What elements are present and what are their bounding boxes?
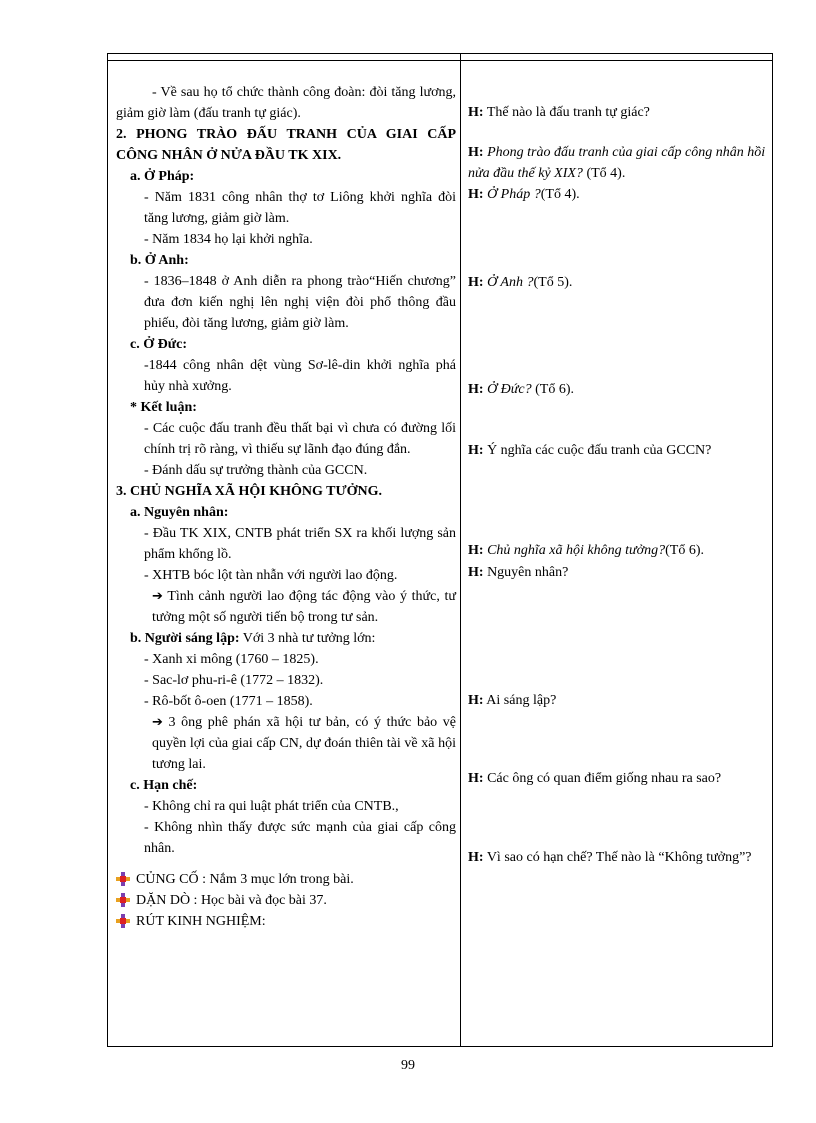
heading-phap: a. Ở Pháp: <box>130 169 195 184</box>
question-prefix: H: <box>468 771 484 786</box>
question-prefix: H: <box>468 382 484 397</box>
cross-bullet-icon <box>116 872 130 886</box>
content-column <box>116 82 456 932</box>
page-number: 99 <box>401 1058 415 1073</box>
question-9-text: Ai sáng lập? <box>486 693 557 708</box>
heading-sanglap: b. Người sáng lập: <box>130 631 240 646</box>
question-prefix: H: <box>468 145 484 160</box>
question-5-tail: (Tổ 6). <box>531 382 575 397</box>
question-3-text: Ở Pháp ? <box>487 187 541 202</box>
duc-item-1: -1844 công nhân dệt vùng Sơ-lê-din khởi nghĩa phá hủy nhà xưởng. <box>144 358 456 394</box>
question-3-tail: (Tổ 4). <box>540 187 580 202</box>
question-6-text: Ý nghĩa các cuộc đấu tranh của GCCN? <box>487 443 712 458</box>
question-1-text: Thế nào là đấu tranh tự giác? <box>486 105 650 120</box>
question-4 <box>468 272 768 293</box>
question-5 <box>468 379 768 400</box>
question-prefix: H: <box>468 565 484 580</box>
sanglap-item-3: - Rô-bốt ô-oen (1771 – 1858). <box>144 694 313 709</box>
ketluan-item-2: - Đánh dấu sự trưởng thành của GCCN. <box>144 463 368 478</box>
hanche-item-1: - Không chỉ ra qui luật phát triển của CNTB., <box>144 799 399 814</box>
question-9 <box>468 690 768 711</box>
question-8 <box>468 562 768 583</box>
question-prefix: H: <box>468 105 484 120</box>
ketluan-item-1: - Các cuộc đấu tranh đều thất bại vì chưa có đường lối chính trị rõ ràng, vì thiếu sự lãnh đạo đúng đắn. <box>144 421 456 457</box>
anh-item-1: - 1836–1848 ở Anh diễn ra phong trào“Hiến chương” đưa đơn kiến nghị lên nghị viện đòi phổ thông đầu phiếu, đòi tăng lương, giảm giờ làm. <box>144 274 456 331</box>
sanglap-line <box>116 628 456 649</box>
question-prefix: H: <box>468 693 484 708</box>
heading-ketluan: * Kết luận: <box>130 400 197 415</box>
nguyennhan-item-3-text: Tình cảnh người lao động tác động vào ý thức, tư tưởng một số người tiến bộ trong tư sản. <box>152 589 457 625</box>
cungco-text: CỦNG CỐ : Nắm 3 mục lớn trong bài. <box>136 872 354 887</box>
heading-nguyennhan: a. Nguyên nhân: <box>130 505 229 520</box>
question-8-text: Nguyên nhân? <box>487 565 569 580</box>
nguyennhan-item-3 <box>116 586 456 628</box>
question-prefix: H: <box>468 543 484 558</box>
intro-paragraph: - Về sau họ tổ chức thành công đoàn: đòi tăng lương, giảm giờ làm (đấu tranh tự giác). <box>116 85 456 121</box>
heading-duc: c. Ở Đức: <box>130 337 187 352</box>
rutkinhnghiem-text: RÚT KINH NGHIỆM: <box>136 914 266 929</box>
question-7-text: Chủ nghĩa xã hội không tưởng? <box>487 543 666 558</box>
question-10 <box>468 768 768 789</box>
arrow-right-icon: ➔ <box>152 589 163 604</box>
dando-text: DẶN DÒ : Học bài và đọc bài 37. <box>136 893 327 908</box>
table-top-rule <box>107 60 773 61</box>
question-5-text: Ở Đức? <box>487 382 532 397</box>
heading-hanche: c. Hạn chế: <box>130 778 198 793</box>
dando-row <box>116 890 456 911</box>
question-4-tail: (Tổ 5). <box>533 275 573 290</box>
heading-anh: b. Ở Anh: <box>130 253 189 268</box>
sanglap-intro: Với 3 nhà tư tưởng lớn: <box>239 631 376 646</box>
question-prefix: H: <box>468 443 484 458</box>
question-6 <box>468 440 768 461</box>
question-prefix: H: <box>468 187 484 202</box>
question-7 <box>468 540 768 561</box>
question-4-text: Ở Anh ? <box>487 275 534 290</box>
question-10-text: Các ông có quan điểm giống nhau ra sao? <box>487 771 722 786</box>
sanglap-item-2: - Sac-lơ phu-ri-ê (1772 – 1832). <box>144 673 324 688</box>
question-1 <box>468 102 768 123</box>
sanglap-item-1: - Xanh xi mông (1760 – 1825). <box>144 652 319 667</box>
question-7-tail: (Tổ 6). <box>665 543 704 558</box>
sanglap-item-4 <box>116 712 456 775</box>
cross-bullet-icon <box>116 914 130 928</box>
question-11 <box>468 847 768 868</box>
question-2 <box>468 142 768 184</box>
question-prefix: H: <box>468 275 484 290</box>
cungco-row <box>116 869 456 890</box>
phap-item-1: - Năm 1831 công nhân thợ tơ Liông khởi nghĩa đòi tăng lương, giảm giờ làm. <box>144 190 456 226</box>
question-3 <box>468 184 768 205</box>
phap-item-2: - Năm 1834 họ lại khởi nghĩa. <box>144 232 313 247</box>
nguyennhan-item-1: - Đầu TK XIX, CNTB phát triển SX ra khối lượng sản phẩm khổng lồ. <box>144 526 456 562</box>
arrow-right-icon: ➔ <box>152 715 163 730</box>
question-11-text: Vì sao có hạn chế? Thế nào là “Không tưởng”? <box>486 850 752 865</box>
question-2-tail: (Tổ 4). <box>582 166 626 181</box>
cross-bullet-icon <box>116 893 130 907</box>
rutkinhnghiem-row <box>116 911 456 932</box>
question-prefix: H: <box>468 850 484 865</box>
section-2-title: 2. PHONG TRÀO ĐẤU TRANH CỦA GIAI CẤP CÔNG NHÂN Ở NỬA ĐẦU TK XIX. <box>116 127 456 163</box>
column-divider <box>460 53 461 1047</box>
hanche-item-2: - Không nhìn thấy được sức mạnh của giai cấp công nhân. <box>144 820 456 856</box>
sanglap-item-4-text: 3 ông phê phán xã hội tư bản, có ý thức bảo vệ quyền lợi của giai cấp CN, dự đoán thiên tài về xã hội tương lai. <box>152 715 457 772</box>
question-2-text: Phong trào đấu tranh của giai cấp công nhân hồi nửa đầu thế kỷ XIX? <box>468 145 766 181</box>
section-3-title: 3. CHỦ NGHĨA XÃ HỘI KHÔNG TƯỞNG. <box>116 484 383 499</box>
nguyennhan-item-2: - XHTB bóc lột tàn nhẫn với người lao động. <box>144 568 398 583</box>
